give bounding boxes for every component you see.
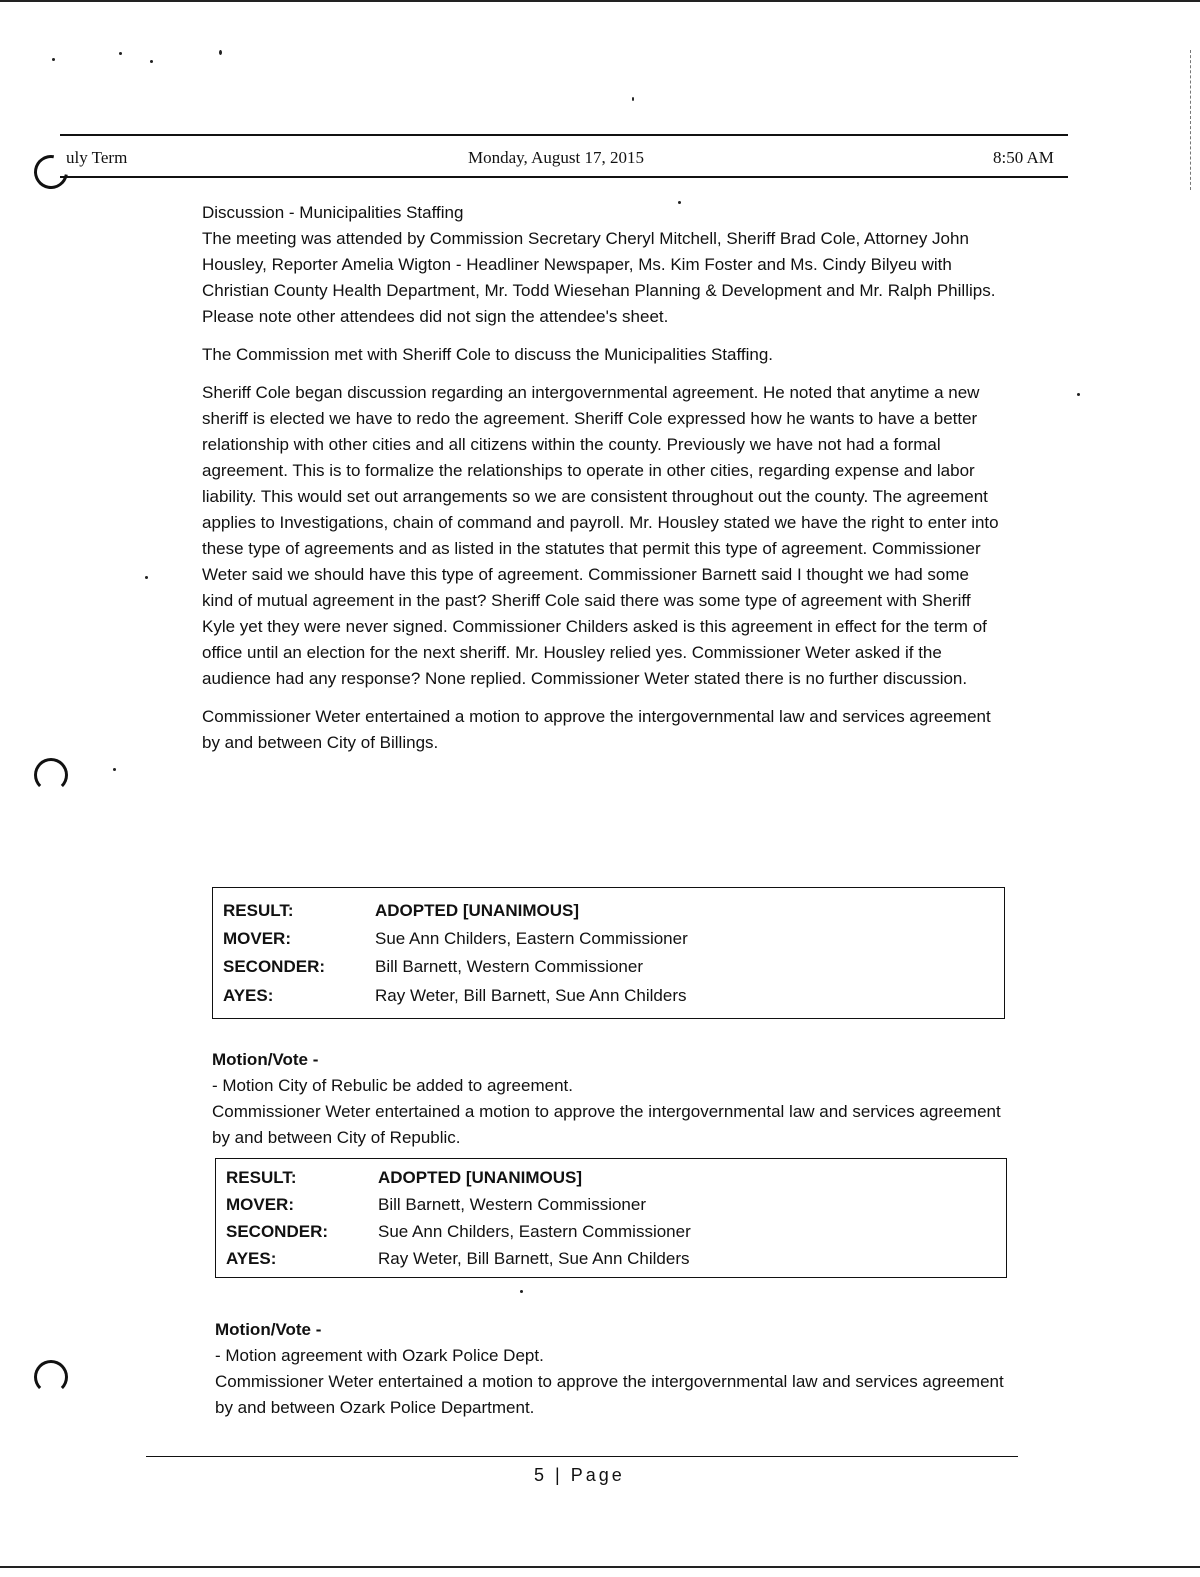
punch-hole (34, 1360, 68, 1394)
scan-speck (113, 768, 116, 771)
scan-speck (1077, 393, 1080, 396)
motion-text: Commissioner Weter entertained a motion to approve the intergovernmental law and services agreement by and between City of Republic. (212, 1102, 1001, 1147)
vote-mover: Bill Barnett, Western Commissioner (378, 1195, 646, 1214)
page-number: 5 | Page (534, 1465, 625, 1485)
vote-label: RESULT: (226, 1168, 297, 1187)
scan-speck (632, 97, 634, 101)
scan-speck (219, 50, 222, 55)
vote-result: ADOPTED [UNANIMOUS] (375, 901, 579, 920)
motion-item: - Motion agreement with Ozark Police Dept. (215, 1346, 544, 1365)
vote-ayes: Ray Weter, Bill Barnett, Sue Ann Childers (378, 1249, 690, 1268)
punch-hole (34, 758, 68, 792)
vote-result: ADOPTED [UNANIMOUS] (378, 1168, 582, 1187)
vote-table (215, 1158, 1007, 1278)
vote-label: SECONDER: (226, 1222, 329, 1241)
header-time: 8:50 AM (993, 148, 1054, 167)
vote-label: AYES: (223, 986, 274, 1005)
met-paragraph: The Commission met with Sheriff Cole to discuss the Municipalities Staffing. (202, 345, 774, 364)
vote-label: MOVER: (223, 929, 291, 948)
vote-table (212, 887, 1005, 1019)
scan-edge (1190, 50, 1191, 190)
header-rule (60, 176, 1068, 178)
vote-label: RESULT: (223, 901, 294, 920)
motion-heading: Motion/Vote - (215, 1320, 322, 1339)
header-term: uly Term (66, 148, 128, 167)
intro-section (202, 200, 1002, 756)
vote-label: AYES: (226, 1249, 277, 1268)
scan-speck (145, 576, 148, 579)
vote-mover: Sue Ann Childers, Eastern Commissioner (375, 929, 688, 948)
header-rule (60, 134, 1068, 136)
scan-speck (520, 1290, 523, 1293)
motion-paragraph: Commissioner Weter entertained a motion to approve the intergovernmental law and services agreement by and between City of Billings. (202, 707, 991, 752)
scan-speck (119, 52, 122, 55)
scan-speck (52, 58, 55, 61)
header-date: Monday, August 17, 2015 (468, 148, 644, 167)
vote-ayes: Ray Weter, Bill Barnett, Sue Ann Childers (375, 986, 687, 1005)
vote-label: MOVER: (226, 1195, 294, 1214)
discussion-topic: Discussion - Municipalities Staffing (202, 203, 464, 222)
discussion-paragraph: Sheriff Cole began discussion regarding an intergovernmental agreement. He noted that anytime a new sheriff is elected we have to redo the agreement. Sheriff Cole expressed how he wants to have a better relationship with other cities and all citizens within the county. Previously we have not had a formal agreement. This is to formalize the relationships to operate in other cities, regarding expense and labor liability. This would set out arrangements so we are consistent throughout out the county. The agreement applies to Investigations, chain of command and payroll. Mr. Housley stated we have the right to enter into these type of agreements and as listed in the statutes that permit this type of agreement. Commissioner Weter said we should have this type of agreement. Commissioner Barnett said I thought we had some kind of mutual agreement in the past? Sheriff Cole said there was some type of agreement with Sheriff Kyle yet they were never signed. Commissioner Childers asked is this agreement in effect for the term of office until an election for the next sheriff. Mr. Housley relied yes. Commissioner Weter asked if the audience had any response? None replied. Commissioner Weter stated there is no further discussion. (202, 383, 999, 688)
attendance-paragraph: The meeting was attended by Commission Secretary Cheryl Mitchell, Sheriff Brad Cole, Attorney John Housley, Reporter Amelia Wigton - Headliner Newspaper, Ms. Kim Foster and Ms. Cindy Bilyeu with Christian County Health Department, Mr. Todd Wiesehan Planning & Development and Mr. Ralph Phillips. Please note other attendees did not sign the attendee's sheet. (202, 229, 996, 326)
page-top-border (0, 0, 1200, 2)
motion-heading: Motion/Vote - (212, 1050, 319, 1069)
vote-label: SECONDER: (223, 957, 326, 976)
page-bottom-border (0, 1566, 1200, 1568)
vote-seconder: Bill Barnett, Western Commissioner (375, 957, 643, 976)
vote-seconder: Sue Ann Childers, Eastern Commissioner (378, 1222, 691, 1241)
motion-item: - Motion City of Rebulic be added to agreement. (212, 1076, 573, 1095)
scan-speck (150, 60, 153, 63)
motion-text: Commissioner Weter entertained a motion to approve the intergovernmental law and services agreement by and between Ozark Police Department. (215, 1372, 1004, 1417)
footer-rule (146, 1456, 1018, 1457)
